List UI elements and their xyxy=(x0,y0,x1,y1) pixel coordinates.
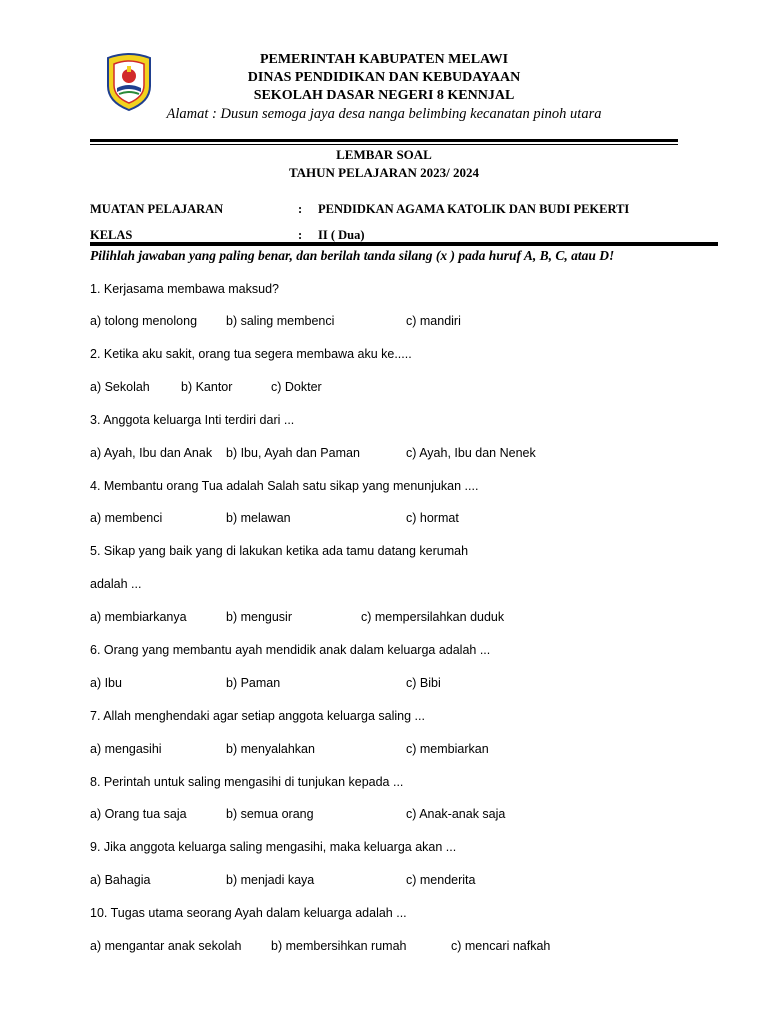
school-name: SEKOLAH DASAR NEGERI 8 KENNJAL xyxy=(253,88,515,103)
option-7a: a) mengasihi xyxy=(90,742,162,756)
question-8: 8. Perintah untuk saling mengasihi di tunjukan kepada ... xyxy=(90,775,404,789)
header-divider-thin xyxy=(90,144,678,145)
option-1c: c) mandiri xyxy=(406,314,461,328)
school-address: Alamat : Dusun semoga jaya desa nanga belimbing kecanatan pinoh utara xyxy=(166,106,602,122)
academic-year: TAHUN PELAJARAN 2023/ 2024 xyxy=(288,165,480,180)
option-9c: c) menderita xyxy=(406,873,476,887)
question-5: 5. Sikap yang baik yang di lakukan ketika ada tamu datang kerumah xyxy=(90,544,469,558)
sheet-title: LEMBAR SOAL xyxy=(336,147,432,162)
question-3: 3. Anggota keluarga Inti terdiri dari ... xyxy=(90,413,295,427)
option-8c: c) Anak-anak saja xyxy=(406,807,506,821)
question-5-continuation: adalah ... xyxy=(90,577,142,591)
question-4: 4. Membantu orang Tua adalah Salah satu sikap yang menunjukan .... xyxy=(90,479,479,493)
option-3a: a) Ayah, Ibu dan Anak xyxy=(90,446,213,460)
option-9a: a) Bahagia xyxy=(90,873,151,887)
option-4c: c) hormat xyxy=(406,511,459,525)
question-7: 7. Allah menghendaki agar setiap anggota keluarga saling ... xyxy=(90,709,425,723)
question-6: 6. Orang yang membantu ayah mendidik anak dalam keluarga adalah ... xyxy=(90,643,491,657)
option-6b: b) Paman xyxy=(226,676,281,690)
option-2c: c) Dokter xyxy=(271,380,322,394)
department-name: DINAS PENDIDIKAN DAN KEBUDAYAAN xyxy=(247,70,521,85)
option-7b: b) menyalahkan xyxy=(226,742,315,756)
option-2b: b) Kantor xyxy=(181,380,233,394)
option-8a: a) Orang tua saja xyxy=(90,807,187,821)
option-5b: b) mengusir xyxy=(226,610,292,624)
government-name: PEMERINTAH KABUPATEN MELAWI xyxy=(259,52,509,67)
option-2a: a) Sekolah xyxy=(90,380,150,394)
option-8b: b) semua orang xyxy=(226,807,314,821)
option-4a: a) membenci xyxy=(90,511,163,525)
instruction-divider xyxy=(90,242,718,246)
class-colon: : xyxy=(298,228,303,242)
option-5c: c) mempersilahkan duduk xyxy=(361,610,505,624)
option-6c: c) Bibi xyxy=(406,676,441,690)
option-7c: c) membiarkan xyxy=(406,742,489,756)
question-10: 10. Tugas utama seorang Ayah dalam keluarga adalah ... xyxy=(90,906,407,920)
question-1: 1. Kerjasama membawa maksud? xyxy=(90,282,279,296)
option-10c: c) mencari nafkah xyxy=(451,939,551,953)
option-5a: a) membiarkanya xyxy=(90,610,187,624)
subject-value: PENDIDKAN AGAMA KATOLIK DAN BUDI PEKERTI xyxy=(318,202,630,216)
question-9: 9. Jika anggota keluarga saling mengasihi, maka keluarga akan ... xyxy=(90,840,457,854)
option-10a: a) mengantar anak sekolah xyxy=(90,939,242,953)
option-1a: a) tolong menolong xyxy=(90,314,198,328)
option-4b: b) melawan xyxy=(226,511,291,525)
option-1b: b) saling membenci xyxy=(226,314,335,328)
option-10b: b) membersihkan rumah xyxy=(271,939,407,953)
option-6a: a) Ibu xyxy=(90,676,122,690)
header-divider-thick xyxy=(90,139,678,142)
class-label: KELAS xyxy=(90,228,133,242)
option-3b: b) Ibu, Ayah dan Paman xyxy=(226,446,360,460)
subject-label: MUATAN PELAJARAN xyxy=(90,202,224,216)
subject-colon: : xyxy=(298,202,303,216)
option-9b: b) menjadi kaya xyxy=(226,873,315,887)
option-3c: c) Ayah, Ibu dan Nenek xyxy=(406,446,536,460)
question-2: 2. Ketika aku sakit, orang tua segera membawa aku ke..... xyxy=(90,347,412,361)
instruction-text: Pilihlah jawaban yang paling benar, dan berilah tanda silang (x ) pada huruf A, B, C, atau D! xyxy=(90,248,615,263)
class-value: II ( Dua) xyxy=(318,228,365,242)
